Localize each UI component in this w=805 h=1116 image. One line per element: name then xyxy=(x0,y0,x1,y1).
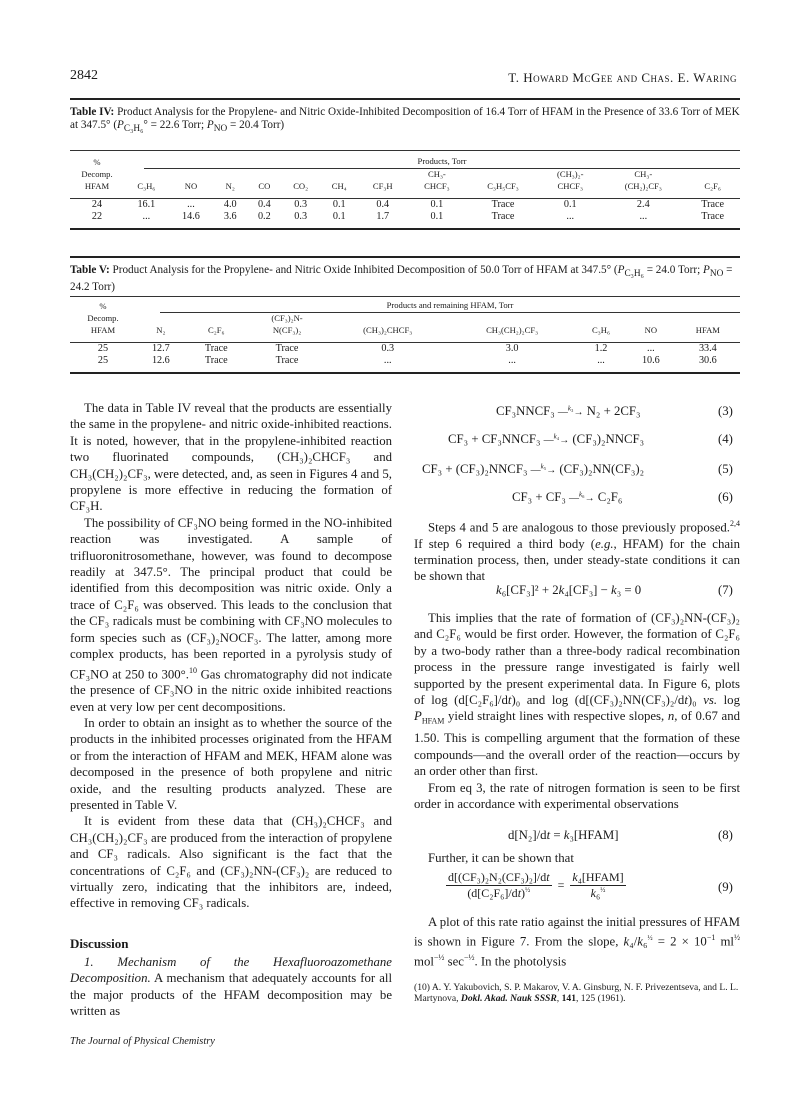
table-cell: 25 xyxy=(97,354,109,366)
paragraph-body: A mechanism that adequately accounts for all the major products of the HFAM decomposition may be written as xyxy=(70,971,392,1019)
table-cell: 4.0 xyxy=(223,198,237,210)
table5-col-no: NO xyxy=(644,325,658,335)
table4-col-cf3h: CF₃H xyxy=(372,181,393,191)
table-cell: ... xyxy=(187,198,195,210)
equation-number: (4) xyxy=(718,432,733,446)
table-cell: 0.1 xyxy=(563,198,577,210)
table-cell: ... xyxy=(142,210,151,222)
table4-caption-text: Product Analysis for the Propylene- and Nitric Oxide-Inhibited Decomposition of 16.4 Torr of HFAM in the Presence of 33.6 Torr of MEK at 347.5° ($P_{C_3H_6}^\circ = 22.6$ Torr; $P_{NO} = 20.4$ Torr) xyxy=(70,106,740,135)
table-cell: ... xyxy=(597,354,605,366)
table-cell: 33.4 xyxy=(698,342,717,354)
table4-col-ch4: CH₄ xyxy=(331,181,347,191)
table5 xyxy=(70,300,740,367)
equation-5: CF₃ + (CF₃)₂NNCF₃ —$^{k_5}$→ (CF₃)₂NN(CF₃)₂ xyxy=(422,462,645,476)
table-cell: 0.1 xyxy=(430,198,444,210)
table4-col-ch3ch22cf3: CH₃- (CH₂)₂CF₃ xyxy=(624,169,662,191)
table-cell: Trace xyxy=(491,198,515,210)
page-number: 2842 xyxy=(70,68,98,83)
right-paragraph-2 xyxy=(414,610,740,812)
table-cell: 3.0 xyxy=(505,342,519,354)
table5-col-decomp: % Decomp. HFAM xyxy=(87,301,119,335)
table-cell: Trace xyxy=(275,342,299,354)
left-column-upper xyxy=(70,400,392,912)
table-cell: 0.2 xyxy=(257,210,271,222)
table5-header-row xyxy=(70,300,740,336)
table-cell: 1.2 xyxy=(594,342,608,354)
table-cell: 0.3 xyxy=(381,342,395,354)
table4-header-rule xyxy=(70,150,740,151)
paragraph: The data in Table IV reveal that the products are essentially the same in the propylene- and nitric oxide-inhibited reactions. It is noted, however, that in the propylene-inhibited reaction two fluorinated compounds, (CH₃)₂CHCF₃ and CH₃(CH₂)₂CF₃, were detected, and, as seen in Figures 4 and 5, propylene is more effective in reducing the formation of CF₃H. xyxy=(70,401,392,514)
table5-col-ch32chcf3: (CH₃)₂CHCF₃ xyxy=(363,325,413,335)
table4-col-n2: N₂ xyxy=(225,181,235,191)
table-cell: 14.6 xyxy=(182,210,200,222)
table-cell: 1.7 xyxy=(376,210,390,222)
table-row xyxy=(70,211,740,223)
right-paragraph-3 xyxy=(414,850,740,866)
table-cell: Trace xyxy=(701,198,725,210)
table5-header-rule xyxy=(70,296,740,297)
table5-col-ch3ch22cf3: CH₃(CH₂)₂CF₃ xyxy=(486,325,539,335)
table5-span-label: Products and remaining HFAM, Torr xyxy=(386,300,514,310)
table-cell: 24 xyxy=(91,198,103,210)
equation-8: d[N₂]/dt = k₃[HFAM] xyxy=(508,828,619,842)
subsection-title: 1. Mechanism of the Hexafluoroazomethane Decomposition. xyxy=(70,955,392,986)
table5-col-c2f6: C₂F₆ xyxy=(208,325,225,335)
table4-span-label: Products, Torr xyxy=(417,156,467,166)
table4-bottom-rule xyxy=(70,228,740,230)
table-cell: 16.1 xyxy=(137,198,156,210)
table5-col-c3h6: C₃H₆ xyxy=(592,325,610,335)
right-paragraph-1 xyxy=(414,516,740,585)
paragraph: The possibility of CF₃NO being formed in the NO-inhibited reaction was investigated. A sample of trifluoronitrosomethane, however, was found to decompose readily at 347.5°. The principal product that could be identified from this decomposition was nitric oxide. Only a trace of C₂F₆ was observed. This leads to the conclusion that the CF₃ radicals must be combining with CF₃NO molecules to form species such as (CF₃)₂NOCF₃. The latter, among more complex products, has been reported in a pyrolysis study of CF₃NO at 250 to 300°.$^{10}$ Gas chromatography did not indicate the presence of CF₃NO in the nitric oxide inhibited reactions even at very low per cent decompositions. xyxy=(70,515,392,714)
table-cell: ... xyxy=(639,210,648,222)
table-cell: 30.6 xyxy=(698,354,717,366)
table4-caption-label: Table IV: xyxy=(70,106,115,118)
table-row xyxy=(70,355,740,367)
table5-col-hfam: HFAM xyxy=(695,325,720,335)
table-cell: Trace xyxy=(491,210,515,222)
table4-col-c3h6: C₃H₆ xyxy=(137,181,156,191)
table-cell: 0.1 xyxy=(332,198,346,210)
table5-col-n2: N₂ xyxy=(156,325,166,335)
table-cell: ... xyxy=(566,210,575,222)
table4-header-row xyxy=(70,156,740,192)
equation-9: $\frac{\text{d[(CF₃)₂N₂(CF₃)₂]/dt}}{(d[C_2F_6]/dt)^{\frac{1}{2}}}$ = k₄[HFAM] k₆$^{\frac{1}{2}}$ xyxy=(448,870,624,900)
equation-number: (7) xyxy=(718,583,733,597)
table-cell: Trace xyxy=(204,354,228,366)
table-cell: 0.4 xyxy=(257,198,271,210)
table5-caption-text: Product Analysis for the Propylene- and Nitric Oxide Inhibited Decomposition of 50.0 Torr of HFAM at 347.5° ($P_{C_3H_6} = 24.0$ Torr; $P_{NO} = 24.2$ Torr) xyxy=(70,264,733,294)
table4-caption xyxy=(70,106,740,136)
equation-6: CF₃ + CF₃ —$^{k_6}$→ C₂F₆ xyxy=(512,490,623,504)
equation-number: (5) xyxy=(718,462,733,476)
paragraph xyxy=(70,954,392,1020)
table5-col-cf32nncf32: (CF₃)₂N- N(CF₃)₂ xyxy=(271,313,303,335)
table-cell: ... xyxy=(508,354,516,366)
table4-col-c3h5cf3: C₃H₅CF₃ xyxy=(487,181,519,191)
table5-caption xyxy=(70,264,740,294)
equation-7: k₆[CF₃]² + 2k₄[CF₃] − k₃ = 0 xyxy=(496,583,642,597)
table-cell: 22 xyxy=(91,210,103,222)
paragraph: A plot of this rate ratio against the initial pressures of HFAM is shown in Figure 7. From the slope, $k_4/k_6^{\frac{1}{2}} = 2 \times 10^{-1}$ $ml^{\frac{1}{2}}$ mol$^{-\frac{1}{2}}$ $\sec^{-\frac{1}{2}}$. In the photolysis xyxy=(414,915,740,969)
discussion-heading: Discussion xyxy=(70,936,129,951)
table-cell: 0.1 xyxy=(332,210,346,222)
running-head: T. Howard McGee and Chas. E. Waring xyxy=(508,70,737,85)
paragraph: Steps 4 and 5 are analogous to those previously proposed.$^{2,4}$ If step 6 required a third body (e.g., HFAM) for the chain termination process, then, under steady-state conditions it can be shown that xyxy=(414,519,740,584)
table-cell: 0.4 xyxy=(376,198,390,210)
table-cell: 12.7 xyxy=(151,342,170,354)
left-column-lower xyxy=(70,954,392,1020)
table-cell: 3.6 xyxy=(223,210,237,222)
table-cell: Trace xyxy=(204,342,228,354)
paragraph: In order to obtain an insight as to whether the source of the products in the inhibited processes originated from the HFAM or from the interaction of HFAM and MEK, HFAM alone was decomposed in the presence of both propylene and nitric oxide, and the resulting products analyzed. These are presented in Table V. xyxy=(70,715,392,813)
table-cell: Trace xyxy=(701,210,725,222)
table-row xyxy=(70,342,740,355)
table4-col-co: CO xyxy=(258,181,271,191)
table4-col-co2: CO₂ xyxy=(293,181,309,191)
table-cell: 10.6 xyxy=(641,354,660,366)
equation-number: (9) xyxy=(718,880,733,894)
table-cell: 0.3 xyxy=(294,210,308,222)
table-cell: Trace xyxy=(275,354,299,366)
table-cell: ... xyxy=(383,354,392,366)
table5-top-rule xyxy=(70,256,740,258)
paragraph: Further, it can be shown that xyxy=(428,851,574,865)
equation-4: CF₃ + CF₃NNCF₃ —$^{k_4}$→ (CF₃)₂NNCF₃ xyxy=(448,432,645,446)
table4-col-decomp: % Decomp. HFAM xyxy=(81,157,113,191)
table4 xyxy=(70,156,740,223)
right-paragraph-4 xyxy=(414,914,740,970)
table4-col-c2f6: C₂F₆ xyxy=(704,181,721,191)
equation-number: (3) xyxy=(718,404,733,418)
table4-col-ch3chcf3: CH₃- CHCF₃ xyxy=(424,169,450,191)
table5-bottom-rule xyxy=(70,372,740,374)
table-cell: 0.1 xyxy=(430,210,444,222)
table-cell: ... xyxy=(647,342,655,354)
table-cell: 0.3 xyxy=(294,198,308,210)
table-row xyxy=(70,198,740,211)
table5-caption-label: Table V: xyxy=(70,264,110,276)
table-cell: 12.6 xyxy=(151,354,170,366)
table4-top-rule xyxy=(70,98,740,100)
equation-number: (8) xyxy=(718,828,733,842)
paragraph: It is evident from these data that (CH₃)₂CHCF₃ and CH₃(CH₂)₂CF₃ are produced from the interaction of propylene and CF₃ radicals. Also significant is the fact that the concentrations of C₂F₆ and (CF₃)₂NN-(CF₃)₂ are reduced to virtually zero, indicating that the inhibitors are, indeed, effective in removing CF₃ radicals. xyxy=(70,814,392,911)
table-cell: 25 xyxy=(97,342,109,354)
table-cell: 2.4 xyxy=(636,198,650,210)
journal-footer: The Journal of Physical Chemistry xyxy=(70,1036,215,1047)
paragraph: From eq 3, the rate of nitrogen formation is seen to be first order in accordance with experimental observations xyxy=(414,780,740,812)
paragraph: This implies that the rate of formation of (CF₃)₂NN-(CF₃)₂ and C₂F₆ would be first order. However, the formation of C₂F₆ by a two-body rather than a three-body radical recombination process in the pressure range investigated is fairly well supported by the present experimental data. In Figure 6, plots of log (d[C₂F₆]/dt)₀ and log (d[(CF₃)₂NN(CF₃)₂/dt)₀ vs. $\log P_{HFAM}$ yield straight lines with respective slopes, n, of 0.67 and 1.50. This is compelling argument that the formation of these compounds—and the overall order of the reaction—occurs by an order other than first. xyxy=(414,611,740,779)
table4-col-ch32chcf3: (CH₃)₂- CHCF₃ xyxy=(556,169,584,191)
table4-col-no: NO xyxy=(184,181,198,191)
equation-number: (6) xyxy=(718,490,733,504)
equation-3: CF₃NNCF₃ —$^{k_3}$→ N₂ + 2CF₃ xyxy=(496,404,641,418)
footnote-10: (10) A. Y. Yakubovich, S. P. Makarov, V. A. Ginsburg, N. F. Privezentseva, and L. L. Martynova, Dokl. Akad. Nauk SSSR, 141, 125 (1961). xyxy=(414,982,739,1005)
